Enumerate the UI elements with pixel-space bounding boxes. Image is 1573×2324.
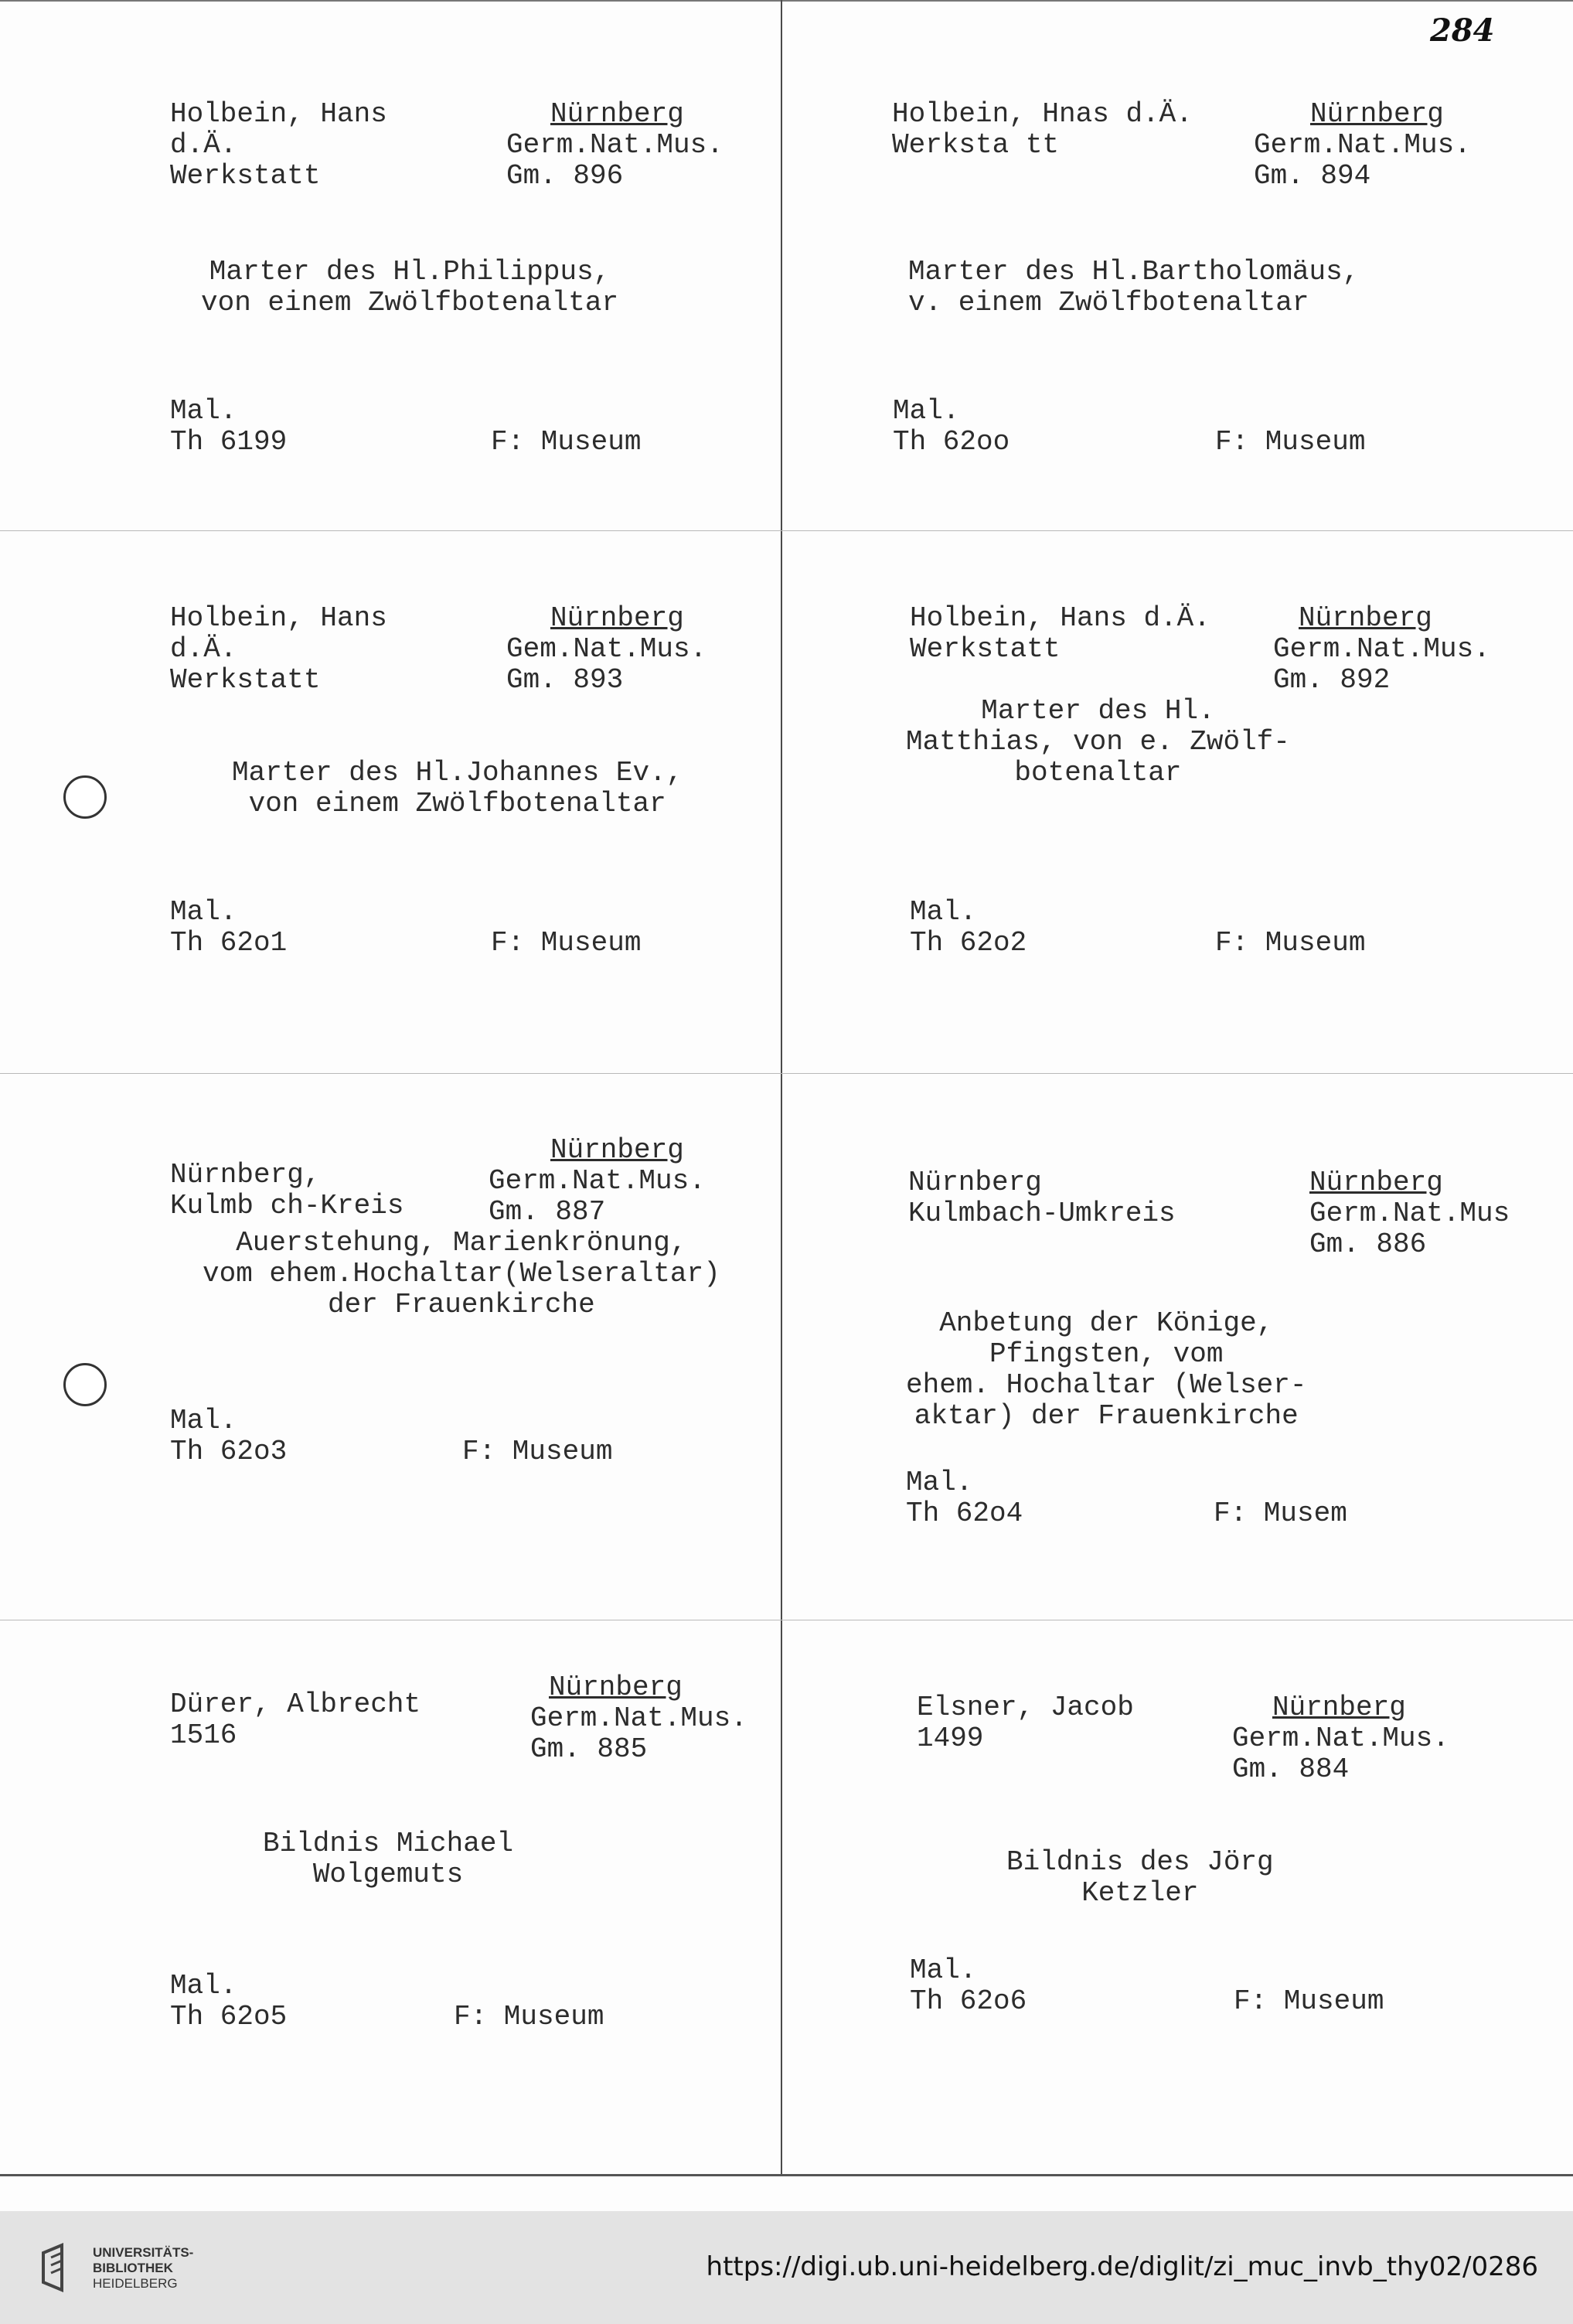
card-city: Nürnberg [550, 1134, 684, 1166]
card-photo-credit: F: Museum [491, 927, 642, 959]
catalog-card-1 [0, 0, 765, 526]
card-number: Th 6199 [170, 426, 288, 458]
logo-line-3: HEIDELBERG [93, 2276, 178, 2291]
catalog-card-2 [782, 0, 1547, 526]
card-category: Mal. [170, 1970, 237, 2002]
card-title: Marter des Hl.Johannes Ev., von einem Zwölfbotenaltar [232, 757, 683, 820]
card-photo-credit: F: Museum [491, 426, 642, 458]
card-photo-credit: F: Museum [1234, 1985, 1384, 2017]
card-number: Th 62oo [893, 426, 1010, 458]
card-museum: Germ.Nat.Mus Gm. 886 [1309, 1198, 1510, 1260]
card-museum: Germ.Nat.Mus. Gm. 884 [1232, 1723, 1449, 1785]
library-footer [0, 2211, 1573, 2324]
card-photo-credit: F: Museum [454, 2001, 604, 2033]
card-city: Nürnberg [550, 98, 684, 130]
card-city: Nürnberg [550, 602, 684, 634]
card-title: Auerstehung, Marienkrönung, vom ehem.Hochaltar(Welseraltar) der Frauenkirche [203, 1227, 720, 1320]
card-museum: Gem.Nat.Mus. Gm. 893 [506, 633, 707, 696]
card-photo-credit: F: Museum [1215, 426, 1366, 458]
card-category: Mal. [170, 1405, 237, 1436]
card-number: Th 62o2 [910, 927, 1027, 959]
library-logo-text [93, 2245, 193, 2292]
card-city: Nürnberg [1299, 602, 1432, 634]
sheet-bottom-edge [0, 2174, 1573, 2176]
card-title: Anbetung der Könige, Pfingsten, vom ehem. Hochaltar (Welser- aktar) der Frauenkirche [906, 1307, 1307, 1432]
card-title: Marter des Hl.Philippus, von einem Zwölfbotenaltar [201, 256, 619, 319]
catalog-card-8 [782, 1621, 1547, 2147]
card-artist: Elsner, Jacob 1499 [917, 1692, 1134, 1754]
page-url-link[interactable]: https://digi.ub.uni-heidelberg.de/diglit/zi_muc_invb_thy02/0286 [706, 2251, 1538, 2282]
card-number: Th 62o1 [170, 927, 288, 959]
card-number: Th 62o3 [170, 1436, 288, 1467]
row-divider-1 [0, 530, 1573, 531]
card-museum: Germ.Nat.Mus. Gm. 887 [489, 1165, 706, 1228]
card-artist: Holbein, Hans d.Ä. Werkstatt [170, 98, 387, 192]
catalog-card-7 [0, 1621, 765, 2147]
catalog-card-5 [0, 1075, 765, 1600]
card-photo-credit: F: Museum [1215, 927, 1366, 959]
catalog-card-6 [782, 1075, 1547, 1600]
card-artist: Dürer, Albrecht 1516 [170, 1688, 421, 1751]
card-artist: Holbein, Hans d.Ä. Werkstatt [170, 602, 387, 696]
card-category: Mal. [170, 395, 237, 427]
card-city: Nürnberg [549, 1671, 683, 1703]
card-artist: Holbein, Hnas d.Ä. Werksta tt [892, 98, 1193, 161]
card-title: Bildnis Michael Wolgemuts [263, 1828, 514, 1890]
card-title: Bildnis des Jörg Ketzler [1006, 1846, 1274, 1909]
card-number: Th 62o4 [906, 1498, 1023, 1529]
card-category: Mal. [170, 896, 237, 928]
logo-line-2: BIBLIOTHEK [93, 2261, 173, 2275]
card-museum: Germ.Nat.Mus. Gm. 894 [1254, 129, 1471, 192]
card-photo-credit: F: Museum [462, 1436, 613, 1467]
library-logo-icon [39, 2242, 85, 2293]
card-artist: Holbein, Hans d.Ä. Werkstatt [910, 602, 1210, 665]
card-category: Mal. [906, 1467, 973, 1498]
card-artist: Nürnberg, Kulmb ch-Kreis [170, 1159, 404, 1222]
card-city: Nürnberg [1272, 1692, 1406, 1723]
card-title: Marter des Hl. Matthias, von e. Zwölf- botenaltar [906, 695, 1290, 789]
row-divider-2 [0, 1073, 1573, 1074]
card-museum: Germ.Nat.Mus. Gm. 892 [1273, 633, 1490, 696]
card-title: Marter des Hl.Bartholomäus, v. einem Zwölfbotenaltar [908, 256, 1360, 319]
card-city: Nürnberg [1309, 1167, 1443, 1198]
logo-line-1: UNIVERSITÄTS- [93, 2245, 194, 2260]
page-number: 284 [1430, 12, 1495, 49]
catalog-card-3 [0, 532, 765, 1058]
card-museum: Germ.Nat.Mus. Gm. 885 [530, 1702, 747, 1765]
card-number: Th 62o5 [170, 2001, 288, 2033]
card-photo-credit: F: Musem [1214, 1498, 1347, 1529]
card-artist: Nürnberg Kulmbach-Umkreis [908, 1167, 1176, 1229]
card-museum: Germ.Nat.Mus. Gm. 896 [506, 129, 724, 192]
card-category: Mal. [910, 1954, 977, 1986]
card-category: Mal. [893, 395, 960, 427]
catalog-card-4 [782, 532, 1547, 1058]
card-city: Nürnberg [1310, 98, 1444, 130]
card-category: Mal. [910, 896, 977, 928]
card-number: Th 62o6 [910, 1985, 1027, 2017]
